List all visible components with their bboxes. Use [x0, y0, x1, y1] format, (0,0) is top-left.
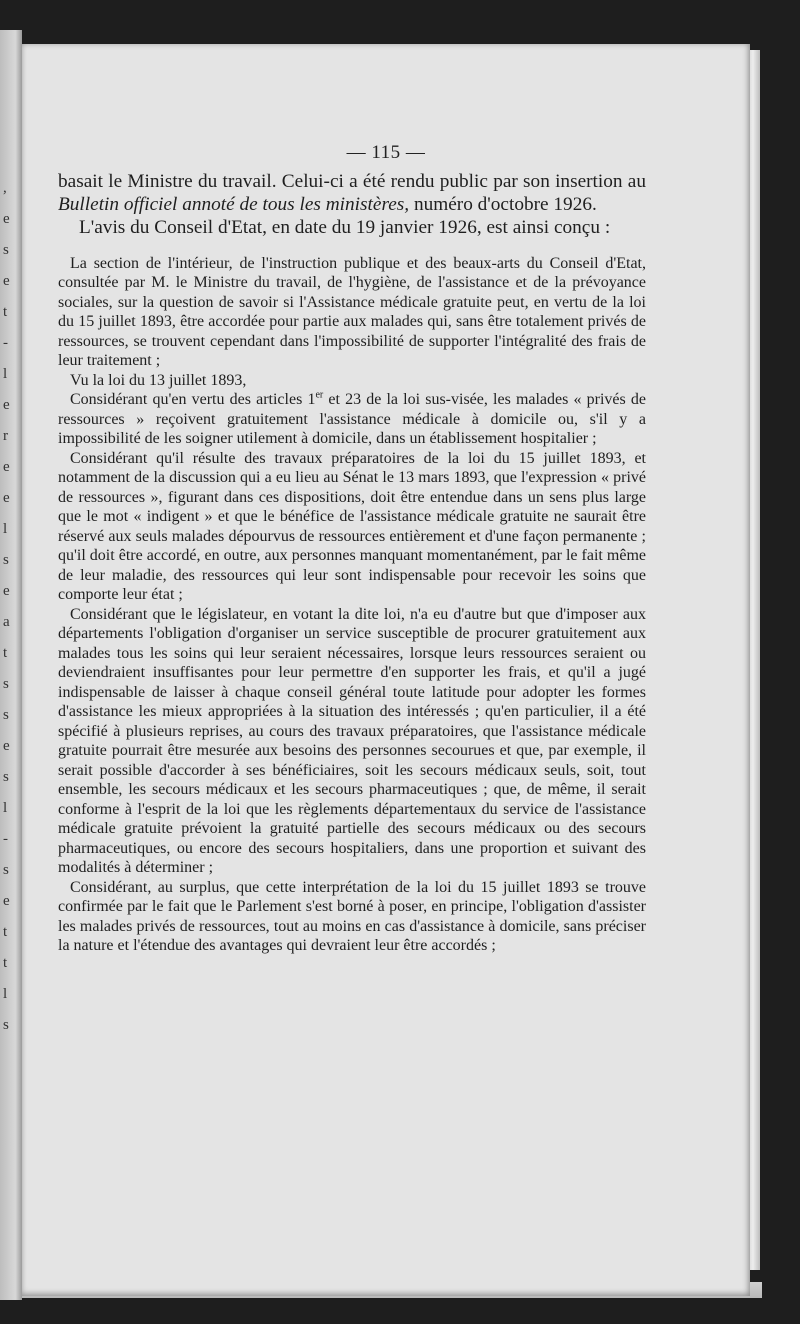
text-run: basait le Ministre du travail. Celui-ci a été rendu public par son insertion au [58, 171, 646, 192]
avis-paragraph-6: Considérant, au surplus, que cette interprétation de la loi du 15 juillet 1893 se trouve confirmée par le fait que le Parlement s'est borné à poser, en principe, l'obligation d'assister les malades privés de ressources, tout au moins en cas d'assistance à domicile, sans préciser la nature et l'étendue des avantages qui devraient leur être accordés ; [58, 878, 646, 955]
adjacent-page-edge [0, 30, 22, 1300]
margin-fragment: e [3, 397, 10, 413]
bulletin-title: Bulletin officiel annoté de tous les ministères, [58, 194, 410, 216]
avis-paragraph-5: Considérant que le législateur, en votant la dite loi, n'a eu d'autre but que d'imposer aux départements l'obligation d'organiser un service susceptible de procurer gratuitement aux malades tous les soins qui leur seraient nécessaires, lorsque leurs ressources seraient ou deviendraient insuffisantes pour leur permettre d'en supporter les frais, et qu'il a jugé indispensable de laisser à chaque conseil général toute latitude pour adopter les formes d'assistance les mieux appropriées à la situation des intéressés ; qu'en particulier, il a été spécifié à plusieurs reprises, au cours des travaux préparatoires, que l'assistance médicale gratuite pourrait être mesurée aux besoins des personnes secourues et que, par exemple, il serait possible d'accorder à ses bénéficiaires, soit les secours médicaux seuls, soit, tout ensemble, les secours médicaux et les secours pharmaceutiques ; que, de même, il serait conforme à l'esprit de la loi que les règlements départementaux du service de l'assistance médicale gratuite prévoient la gratuité partielle des secours médicaux ou des secours pharmaceutiques, ou encore des secours hospitaliers, dans une proportion et suivant des modalités à déterminer ; [58, 605, 646, 877]
avis-paragraph-2: Vu la loi du 13 juillet 1893, [70, 371, 247, 389]
margin-fragment: t [3, 304, 8, 320]
margin-fragment: s [3, 1017, 9, 1033]
margin-fragment: e [3, 738, 10, 754]
superscript: er [315, 389, 324, 401]
margin-fragment: t [3, 924, 8, 940]
avis-paragraph-3 [58, 390, 646, 449]
margin-fragment: s [3, 707, 9, 723]
page-number: — 115 — [346, 142, 426, 163]
margin-fragment: r [3, 428, 8, 444]
margin-fragment: l [3, 986, 8, 1002]
margin-fragment: l [3, 366, 8, 382]
margin-fragment: s [3, 242, 9, 258]
margin-fragment: a [3, 614, 10, 630]
margin-fragment: , [3, 180, 7, 196]
margin-fragment: t [3, 955, 8, 971]
intro-text [58, 170, 646, 240]
avis-paragraph-4: Considérant qu'il résulte des travaux préparatoires de la loi du 15 juillet 1893, et notamment de la discussion qui a eu lieu au Sénat le 13 mars 1893, que l'expression « privé de ressources », figurant dans ces dispositions, doit être entendue dans un sens plus large que le mot « indigent » et que le bénéfice de l'assistance médicale gratuite ne saurait être réservé aux seuls malades dépourvus de ressources entièrement et d'une façon permanente ; qu'il doit être accordé, en outre, aux personnes manquant momentanément, par le fait même de leur maladie, des ressources qui leur sont indispensable pour recevoir les soins que comporte leur état ; [58, 449, 646, 604]
text-run: et 23 de la loi sus-visée, les malades « privés de ressources » reçoivent gratuitement l'assistance médicale à domicile ou, s'il y a impossibilité de les soigner utilement à domicile, dans un établissement hospitalier ; [58, 391, 647, 448]
margin-fragment: - [3, 831, 8, 847]
margin-fragment: s [3, 769, 9, 785]
margin-fragment: s [3, 552, 9, 568]
margin-fragment: s [3, 676, 9, 692]
margin-fragment: e [3, 211, 10, 227]
intro-paragraph-2: L'avis du Conseil d'Etat, en date du 19 janvier 1926, est ainsi conçu : [79, 217, 611, 239]
margin-fragment: e [3, 273, 10, 289]
margin-fragment: t [3, 645, 8, 661]
page-body [58, 170, 646, 956]
text-run: Considérant qu'en vertu des articles 1 [70, 391, 316, 409]
margin-fragment: l [3, 521, 8, 537]
avis-conseil-etat [58, 254, 646, 956]
text-run: numéro d'octobre 1926. [409, 194, 597, 216]
book-page [22, 44, 750, 1296]
margin-fragment: e [3, 893, 10, 909]
margin-fragment: e [3, 459, 10, 475]
margin-fragment: e [3, 583, 10, 599]
avis-paragraph-1: La section de l'intérieur, de l'instruction publique et des beaux-arts du Conseil d'Etat, consultée par M. le Ministre du travail, de l'hygiène, de l'assistance et de la prévoyance sociales, sur la question de savoir si l'Assistance médicale gratuite peut, en vertu de la loi du 15 juillet 1893, être accordée pour partie aux malades qui, sans être totalement privés de ressources, se trouvent cependant dans l'impossibilité de supporter l'intégralité des frais de leur traitement ; [58, 254, 646, 370]
intro-paragraph-1 [58, 170, 646, 216]
margin-fragment: l [3, 800, 8, 816]
margin-fragment: - [3, 335, 8, 351]
margin-fragment: s [3, 862, 9, 878]
margin-fragment: e [3, 490, 10, 506]
